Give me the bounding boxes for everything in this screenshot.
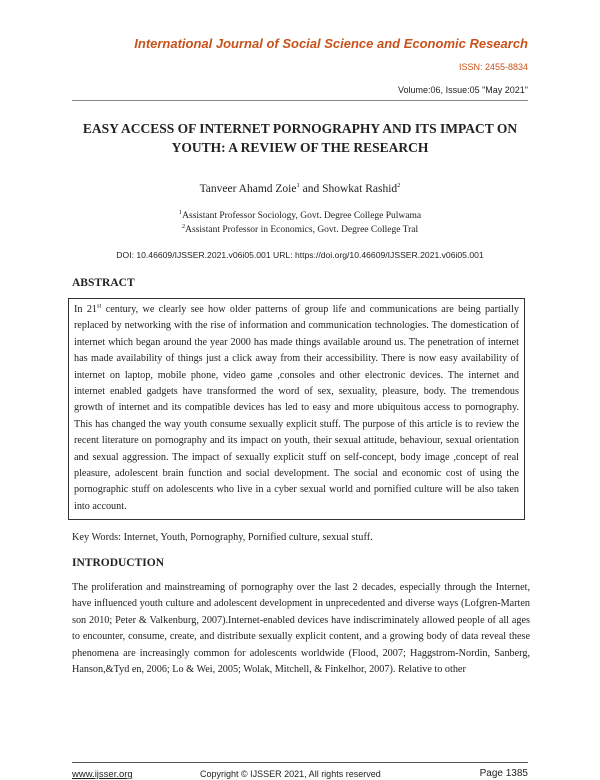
article-title [72, 119, 528, 157]
copyright-notice: Copyright © IJSSER 2021, All rights reserved [200, 769, 381, 779]
author-1-name: Tanveer Ahamd Zoie [199, 183, 297, 195]
introduction-paragraph: The proliferation and mainstreaming of pornography over the last 2 decades, especially through the Internet, have influenced youth culture and adolescent development in unprecedented and diverse ways (Lofgren-Marten son 2010; Peter & Valkenburg, 2007).Internet-enabled devices have indiscriminately allowed people of all ages to encounter, consume, create, and distribute sexually explicit content, and a growing body of data reveal these phenomena are increasingly common for adolescents worldwide (Flood, 2007; Haggstrom-Nordin, Sanberg, Hanson,&Tyd en, 2006; Lo & Wei, 2005; Wolak, Mitchell, & Finkelhor, 2007). Relative to other [72, 582, 530, 676]
journal-title: International Journal of Social Science and Economic Research [134, 36, 528, 51]
affiliation-1-text: Assistant Professor Sociology, Govt. Degree College Pulwama [182, 211, 422, 221]
affiliation-2-marker: 2 [181, 222, 186, 230]
abstract-heading: ABSTRACT [72, 277, 135, 289]
author-2-name: Showkat Rashid [322, 183, 398, 195]
abstract-box [68, 298, 525, 520]
keywords-line: Key Words: Internet, Youth, Pornography, Pornified culture, sexual stuff. [72, 532, 373, 543]
author-line [72, 183, 528, 195]
affiliation-2 [72, 223, 528, 237]
abstract-text [74, 302, 519, 515]
abstract-lead-in: In 21 [74, 304, 98, 315]
introduction-heading: INTRODUCTION [72, 557, 165, 569]
affiliation-2-text: Assistant Professor in Economics, Govt. Degree College Tral [185, 225, 419, 235]
title-line-2: YOUTH: A REVIEW OF THE RESEARCH [171, 140, 429, 155]
title-line-1: EASY ACCESS OF INTERNET PORNOGRAPHY AND ITS IMPACT ON [82, 121, 518, 136]
author-1-marker: 1 [296, 182, 300, 190]
affiliations [72, 209, 528, 237]
author-conjunction: and [299, 183, 323, 195]
page-number: Page 1385 [479, 768, 528, 779]
affiliation-1-marker: 1 [178, 208, 183, 216]
footer-divider [72, 762, 528, 763]
journal-website-link[interactable]: www.ijsser.org [72, 769, 133, 780]
abstract-lead-superscript: st [97, 302, 102, 310]
affiliation-1 [72, 209, 528, 223]
abstract-body: century, we clearly see how older patterns of group life and communications are being partially replaced by networking with the rise of information and communication technologies. The domestication of internet which began around the year 2000 has made things available around us. The penetration of internet has made availability of things just a click away from their accessibility. There is now easy availability of internet on laptop, mobile phone, video game ,consoles and other electronic devices. The internet and internet enabled gadgets have transformed the word of sex, sexuality, pleasure, body. The tremendous growth of internet and its compatible devices has led to easy and more ubiquitous access to pornography. This has changed the way youth consume sexually explicit stuff. The purpose of this article is to review the recent literature on pornography and its impact on youth, their sexual attitude, behaviour, sexual orientation and sexual aggression. The impact of sexually explicit stuff on self-concept, body image ,concept of real pleasure, adolescent brain function and social development. The social and economic cost of using the pornographic stuff on adolescents who live in a cyber sexual world and pornified culture will be also taken into account. [74, 304, 519, 512]
introduction-body [72, 580, 530, 678]
doi-line[interactable]: DOI: 10.46609/IJSSER.2021.v06i05.001 URL: https://doi.org/10.46609/IJSSER.2021.v06i05.001 [116, 250, 484, 260]
issn-label: ISSN: 2455-8834 [458, 62, 528, 72]
author-2-marker: 2 [397, 182, 401, 190]
header-divider [72, 100, 528, 101]
volume-issue-label: Volume:06, Issue:05 "May 2021" [398, 85, 528, 95]
